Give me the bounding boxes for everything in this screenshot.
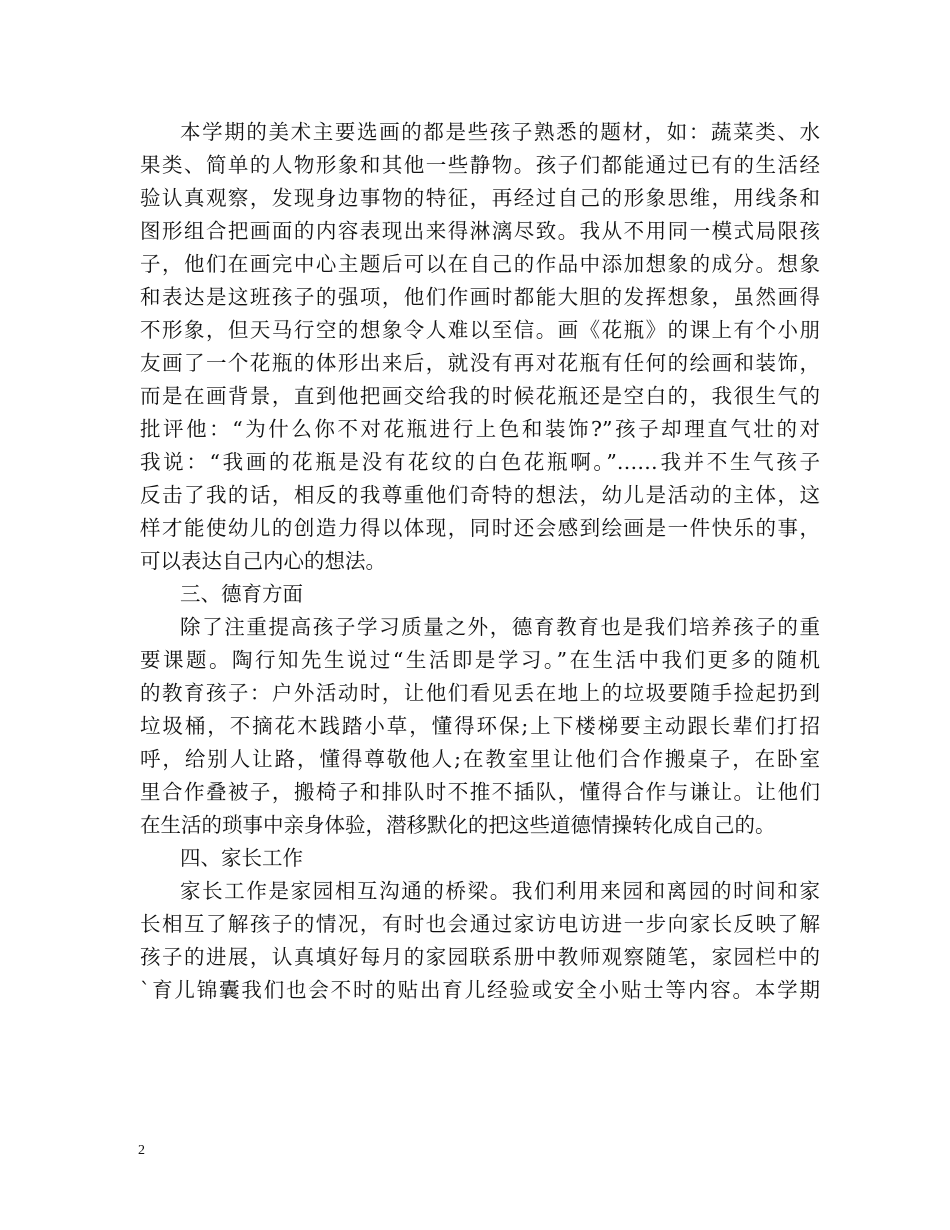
paragraph-line: 样才能使幼儿的创造力得以体现，同时还会感到绘画是一件快乐的事， [140, 516, 820, 540]
paragraph-line: 除了注重提高孩子学习质量之外，德育教育也是我们培养孩子的重 [180, 615, 820, 639]
paragraph-line: 不形象，但天马行空的想象令人难以至信。画《花瓶》的课上有个小朋 [140, 318, 820, 342]
paragraph-line: 家长工作是家园相互沟通的桥梁。我们利用来园和离园的时间和家 [180, 879, 820, 903]
paragraph-line: 而是在画背景，直到他把画交给我的时候花瓶还是空白的，我很生气的 [140, 384, 820, 408]
paragraph-line: 呼，给别人让路，懂得尊敬他人;在教室里让他们合作搬桌子，在卧室 [140, 747, 820, 771]
paragraph-line: `育儿锦囊我们也会不时的贴出育儿经验或安全小贴士等内容。本学期 [140, 978, 820, 1002]
paragraph-line: 里合作叠被子，搬椅子和排队时不推不插队，懂得合作与谦让。让他们 [140, 780, 820, 804]
page-number: 2 [138, 1143, 145, 1158]
paragraph-line: 的教育孩子：户外活动时，让他们看见丢在地上的垃圾要随手捡起扔到 [140, 681, 820, 705]
paragraph-line: 在生活的琐事中亲身体验，潜移默化的把这些道德情操转化成自己的。 [140, 813, 776, 837]
paragraph-line: 长相互了解孩子的情况，有时也会通过家访电访进一步向家长反映了解 [140, 912, 820, 936]
section-heading: 四、家长工作 [180, 846, 303, 870]
paragraph-line: 友画了一个花瓶的体形出来后，就没有再对花瓶有任何的绘画和装饰， [140, 351, 820, 375]
paragraph-line: 子，他们在画完中心主题后可以在自己的作品中添加想象的成分。想象 [140, 252, 820, 276]
paragraph-line: 本学期的美术主要选画的都是些孩子熟悉的题材，如：蔬菜类、水 [180, 120, 820, 144]
paragraph-line: 果类、简单的人物形象和其他一些静物。孩子们都能通过已有的生活经 [140, 153, 820, 177]
paragraph-line: 垃圾桶，不摘花木践踏小草，懂得环保;上下楼梯要主动跟长辈们打招 [140, 714, 820, 738]
section-heading: 三、德育方面 [180, 582, 303, 606]
paragraph-line: 图形组合把画面的内容表现出来得淋漓尽致。我从不用同一模式局限孩 [140, 219, 820, 243]
paragraph-line: 和表达是这班孩子的强项，他们作画时都能大胆的发挥想象，虽然画得 [140, 285, 820, 309]
paragraph-line: 我说：“我画的花瓶是没有花纹的白色花瓶啊。”……我并不生气孩子 [140, 450, 820, 474]
paragraph-line: 要课题。陶行知先生说过“生活即是学习。”在生活中我们更多的随机 [140, 648, 820, 672]
paragraph-line: 验认真观察，发现身边事物的特征，再经过自己的形象思维，用线条和 [140, 186, 820, 210]
paragraph-line: 孩子的进展，认真填好每月的家园联系册中教师观察随笔，家园栏中的 [140, 945, 820, 969]
paragraph-line: 批评他：“为什么你不对花瓶进行上色和装饰?”孩子却理直气壮的对 [140, 417, 820, 441]
paragraph-line: 可以表达自己内心的想法。 [140, 549, 386, 573]
paragraph-line: 反击了我的话，相反的我尊重他们奇特的想法，幼儿是活动的主体，这 [140, 483, 820, 507]
